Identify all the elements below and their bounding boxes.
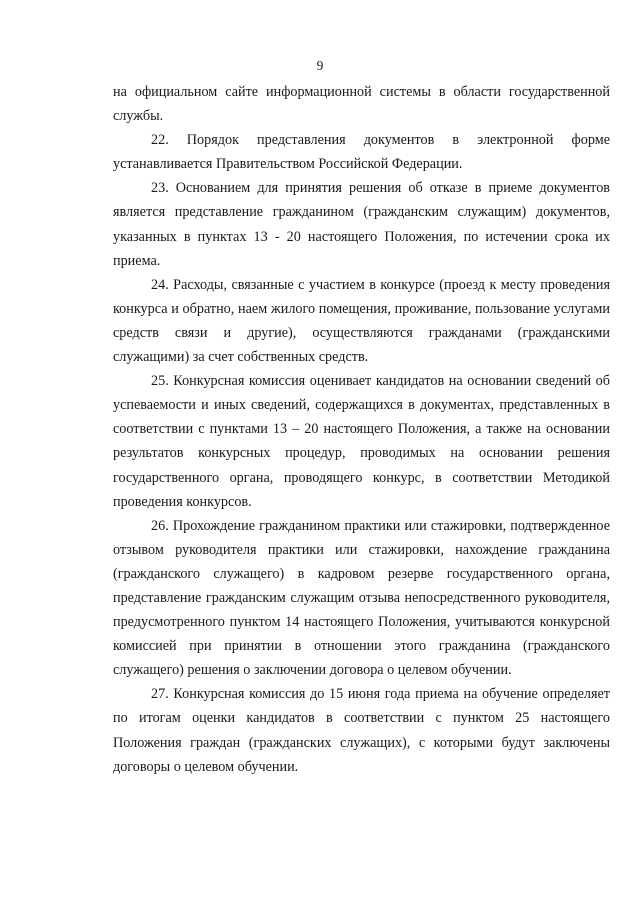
paragraph-continuation: на официальном сайте информационной системы в области государственной службы. bbox=[113, 84, 610, 125]
paragraph-23: 23. Основанием для принятия решения об отказе в приеме документов является представление гражданином (гражданским служащим) документов, указанных в пунктах 13 - 20 настоящего Положения, по истечении срока их приема. bbox=[113, 180, 610, 269]
document-body bbox=[113, 80, 610, 779]
paragraph-27: 27. Конкурсная комиссия до 15 июня года приема на обучение определяет по итогам оценки кандидатов в соответствии с пунктом 25 настоящего Положения граждан (гражданских служащих), с которыми будут заключены договоры о целевом обучении. bbox=[113, 686, 610, 775]
paragraph-24: 24. Расходы, связанные с участием в конкурсе (проезд к месту проведения конкурса и обратно, наем жилого помещения, проживание, пользование услугами средств связи и другие), осуществляются гражданами (гражданскими служащими) за счет собственных средств. bbox=[113, 276, 610, 366]
paragraph-25: 25. Конкурсная комиссия оценивает кандидатов на основании сведений об успеваемости и иных сведений, содержащихся в документах, представленных в соответствии с пунктами 13 – 20 настоящего Положения, а также на основании результатов конкурсных процедур, проводимых на основании решения государственного органа, проводящего конкурс, в соответствии Методикой проведения конкурсов. bbox=[113, 373, 610, 510]
page-number: 9 bbox=[316, 58, 324, 73]
paragraph-22: 22. Порядок представления документов в электронной форме устанавливается Правительством Российской Федерации. bbox=[113, 132, 610, 173]
paragraph-26: 26. Прохождение гражданином практики или стажировки, подтвержденное отзывом руководителя практики или стажировки, нахождение гражданина (гражданского служащего) в кадровом резерве государственного органа, представление гражданским служащим отзыва непосредственного руководителя, предусмотренного пунктом 14 настоящего Положения, учитываются конкурсной комиссией при принятии в отношении этого гражданина (гражданского служащего) решения о заключении договора о целевом обучении. bbox=[113, 517, 610, 679]
